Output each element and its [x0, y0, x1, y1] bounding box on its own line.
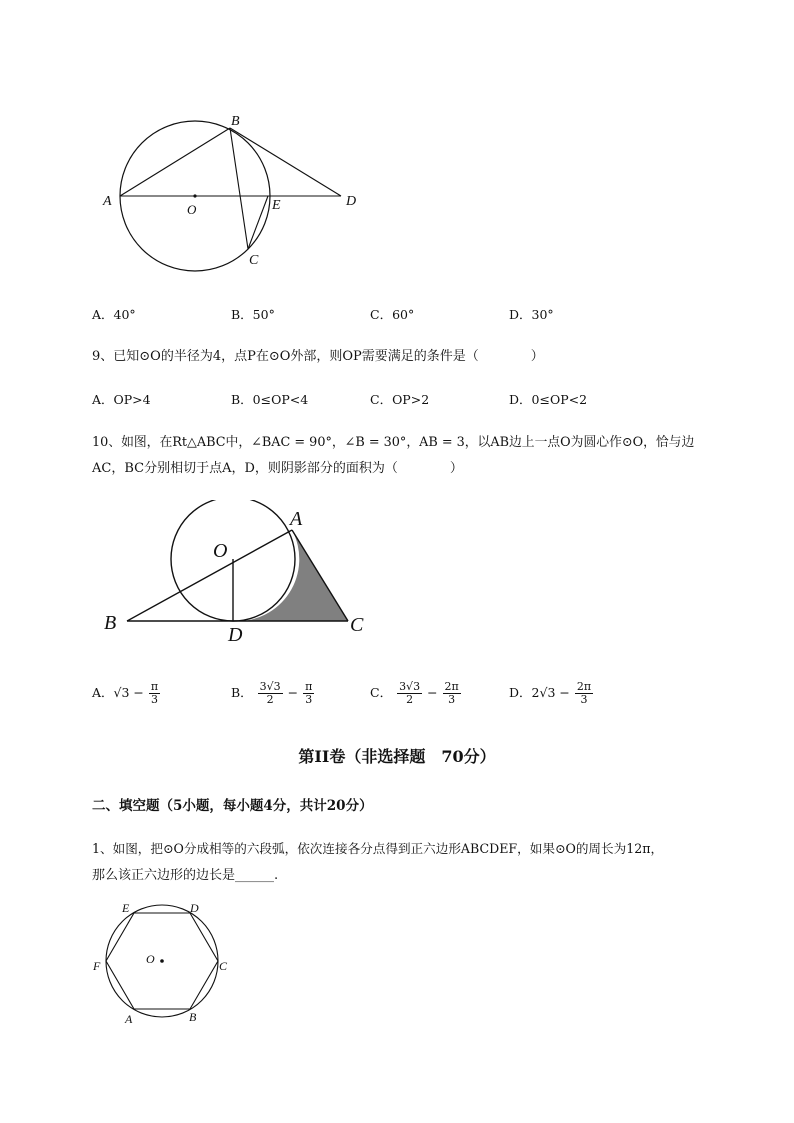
label-f: F	[93, 959, 101, 973]
fraction-denominator: 3	[151, 693, 158, 706]
q9-option-d[interactable]: D．0≤OP<2	[509, 392, 588, 407]
label-c: C	[219, 959, 228, 973]
q8-option-b[interactable]: B．50°	[231, 307, 275, 322]
q10-option-b[interactable]	[231, 681, 315, 706]
label-c: C	[350, 614, 364, 636]
section2-title: 第II卷（非选择题 70分）	[298, 747, 496, 766]
q10-option-c-prefix: C．	[370, 685, 393, 700]
segment-ab	[120, 128, 230, 196]
q10-stem-line2: AC，BC分别相切于点A，D，则阴影部分的面积为（ ）	[92, 461, 463, 476]
fraction-denominator: 2	[406, 693, 414, 706]
label-e: E	[122, 901, 130, 915]
fraction-denominator: 2	[266, 693, 274, 706]
center-dot	[160, 959, 164, 963]
label-b: B	[189, 1010, 197, 1024]
figure-circle-tangent	[95, 105, 365, 280]
q9-option-c[interactable]: C．OP>2	[370, 392, 430, 407]
q8-option-a[interactable]: A．40°	[92, 307, 136, 322]
fraction-numerator: π	[305, 680, 313, 693]
label-o: O	[213, 540, 228, 562]
q10-option-b-fraction1	[258, 681, 283, 706]
label-b: B	[104, 612, 117, 634]
segment-bd	[230, 128, 341, 196]
fq1-stem-line1: 1、如图，把⊙O分成相等的六段弧，依次连接各分点得到正六边形ABCDEF，如果⊙O的周长为12π，	[92, 841, 664, 856]
label-d: D	[346, 194, 357, 209]
q10-option-a-fraction	[149, 681, 160, 706]
q10-option-b-fraction2	[303, 681, 314, 706]
fraction-numerator: π	[150, 680, 159, 693]
label-a: A	[290, 508, 303, 530]
minus-sign: −	[427, 685, 438, 700]
figure-hexagon-circle	[90, 898, 240, 1028]
q8-option-c[interactable]: C．60°	[370, 307, 415, 322]
fraction-denominator: 3	[580, 693, 588, 706]
label-o: O	[187, 202, 197, 217]
center-dot	[193, 194, 196, 197]
fraction-numerator: 2π	[576, 680, 592, 693]
q10-option-c-fraction2	[443, 681, 461, 706]
fill-section-heading: 二、填空题（5小题，每小题4分，共计20分）	[92, 798, 373, 814]
label-b: B	[231, 114, 240, 129]
label-e: E	[272, 198, 281, 213]
label-d: D	[228, 624, 243, 645]
q9-option-a[interactable]: A．OP>4	[92, 392, 151, 407]
fraction-denominator: 3	[448, 693, 456, 706]
q10-option-c-fraction1	[397, 681, 422, 706]
q10-option-d[interactable]	[509, 681, 594, 706]
figure-triangle-circle	[100, 500, 375, 645]
fraction-numerator: 2π	[444, 680, 459, 693]
q9-stem: 9、已知⊙O的半径为4，点P在⊙O外部，则OP需要满足的条件是（ ）	[92, 349, 544, 364]
label-o: O	[146, 952, 155, 966]
label-a: A	[125, 1012, 133, 1026]
fraction-numerator: 3√3	[259, 680, 281, 693]
label-c: C	[249, 253, 259, 268]
label-a: A	[103, 194, 112, 209]
q10-option-b-prefix: B．	[231, 685, 253, 700]
segment-bc	[230, 128, 248, 249]
q10-option-d-prefix: D．2√3 −	[509, 685, 570, 700]
q10-option-c[interactable]	[370, 681, 462, 706]
segment-ba	[127, 530, 292, 621]
label-d: D	[190, 901, 199, 915]
q10-option-a-prefix: A．√3 −	[92, 685, 144, 700]
q10-option-a[interactable]	[92, 681, 161, 706]
fraction-numerator: 3√3	[399, 680, 421, 693]
q10-stem-line1: 10、如图，在Rt△ABC中，∠BAC = 90°，∠B = 30°，AB = 3，以AB边上一点O为圆心作⊙O，恰与边	[92, 435, 695, 450]
q9-option-b[interactable]: B．0≤OP<4	[231, 392, 309, 407]
shaded-region	[233, 530, 348, 621]
q8-option-d[interactable]: D．30°	[509, 307, 554, 322]
q10-option-d-fraction	[575, 681, 593, 706]
minus-sign: −	[287, 685, 299, 700]
fraction-denominator: 3	[305, 693, 313, 706]
fq1-stem-line2: 那么该正六边形的边长是______.	[92, 868, 279, 883]
